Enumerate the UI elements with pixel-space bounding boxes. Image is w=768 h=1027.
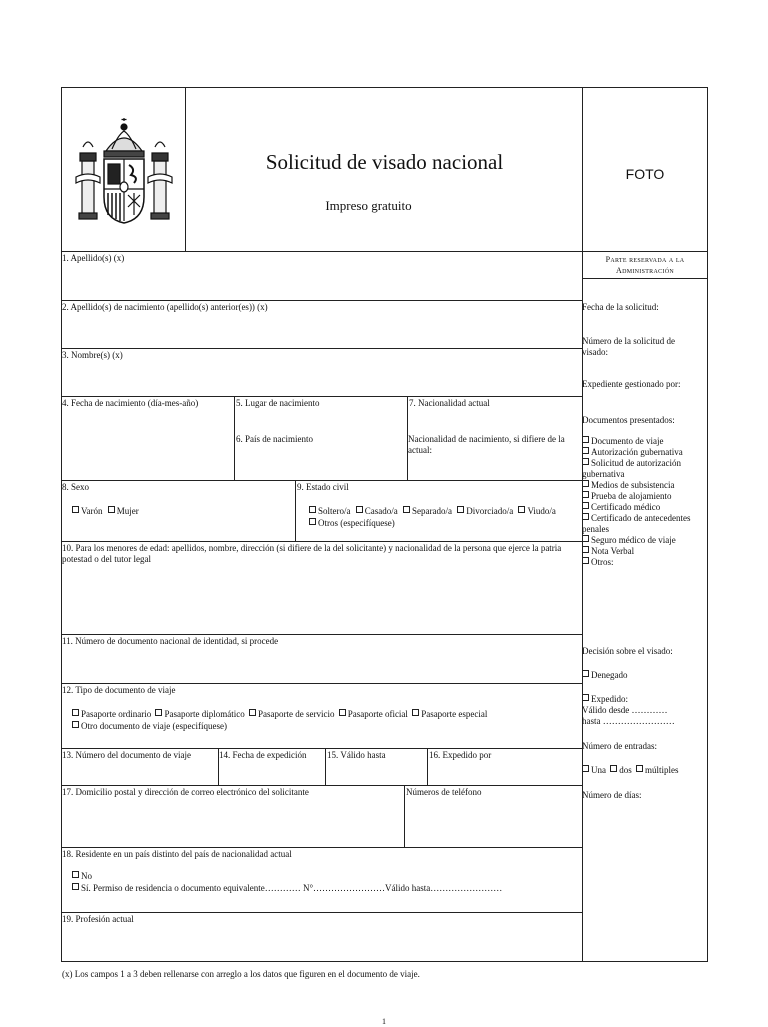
field-19-profession[interactable] [61, 912, 583, 962]
admin-decision-label: Decisión sobre el visado: [582, 646, 673, 656]
civil-option-single[interactable]: Soltero/a [309, 506, 351, 516]
field-1-surname[interactable] [61, 251, 583, 301]
admin-expediente: Expediente gestionado por: [582, 379, 681, 389]
civil-status-options [309, 505, 556, 517]
admin-docs-list [582, 436, 707, 568]
doc-option-ordinary[interactable]: Pasaporte ordinario [72, 709, 151, 719]
admin-title: Parte reservada a la Administración [605, 255, 685, 275]
doc-option-other[interactable]: Otro documento de viaje (especifíquese) [72, 720, 227, 732]
doc-check-means[interactable]: Medios de subsistencia [582, 480, 707, 491]
field-13-label: 13. Número del documento de viaje [62, 750, 191, 760]
field-5-label: 5. Lugar de nacimiento [236, 398, 320, 408]
form-subtitle: Impreso gratuito [325, 198, 412, 213]
entries-one[interactable]: Una [582, 765, 606, 775]
field-11-label: 11. Número de documento nacional de identidad, si procede [62, 636, 279, 646]
admin-entries-options [582, 765, 707, 776]
civil-option-other[interactable]: Otros (especifíquese) [309, 517, 395, 529]
doc-option-diplomatic[interactable]: Pasaporte diplomático [155, 709, 244, 719]
photo-label: FOTO [625, 166, 665, 182]
field-4-label: 4. Fecha de nacimiento (día-mes-año) [62, 398, 199, 408]
field-3-label: 3. Nombre(s) (x) [62, 350, 123, 360]
sex-option-female[interactable]: Mujer [108, 506, 139, 516]
residence-option-no[interactable]: No [72, 870, 92, 882]
doc-check-lodging[interactable]: Prueba de alojamiento [582, 491, 707, 502]
doc-check-authorization[interactable]: Autorización gubernativa [582, 447, 707, 458]
doc-option-official[interactable]: Pasaporte oficial [339, 709, 408, 719]
admin-decision [582, 646, 707, 801]
civil-option-widowed[interactable]: Viudo/a [518, 506, 555, 516]
civil-option-married[interactable]: Casado/a [356, 506, 398, 516]
document-type-options [72, 708, 487, 720]
admin-body [582, 302, 707, 568]
doc-option-service[interactable]: Pasaporte de servicio [249, 709, 334, 719]
field-7-label: 7. Nacionalidad actual [409, 398, 490, 408]
field-6-label: 6. País de nacimiento [236, 434, 313, 444]
field-16-label: 16. Expedido por [429, 750, 492, 760]
decision-issued[interactable]: Expedido: [582, 694, 707, 705]
field-9-label: 9. Estado civil [297, 482, 349, 492]
field-15-label: 15. Válido hasta [327, 750, 386, 760]
form-title: Solicitud de visado nacional [265, 150, 504, 174]
doc-check-verbal-note[interactable]: Nota Verbal [582, 546, 707, 557]
field-17b-label: Números de teléfono [406, 787, 482, 797]
civil-option-separated[interactable]: Separado/a [403, 506, 452, 516]
field-19-label: 19. Profesión actual [62, 914, 134, 924]
admin-fecha: Fecha de la solicitud: [582, 302, 659, 312]
doc-check-insurance[interactable]: Seguro médico de viaje [582, 535, 707, 546]
field-2-label: 2. Apellido(s) de nacimiento (apellido(s) anterior(es)) (x) [62, 302, 268, 312]
decision-valid-until: hasta …………………… [582, 716, 675, 726]
admin-title-divider [582, 278, 708, 279]
field-8-label: 8. Sexo [62, 482, 89, 492]
field-10-label: 10. Para los menores de edad: apellidos, nombre, dirección (si difiere de la del solicitante) y nacionalidad de la persona que ejerce la patria potestad o del tutor legal [62, 543, 562, 564]
doc-check-other[interactable]: Otros: [582, 557, 707, 568]
civil-option-divorced[interactable]: Divorciado/a [457, 506, 513, 516]
sex-options [72, 505, 139, 517]
field-12-label: 12. Tipo de documento de viaje [62, 685, 176, 695]
decision-denied[interactable]: Denegado [582, 670, 707, 681]
admin-numero: Número de la solicitud de visado: [582, 336, 675, 357]
doc-check-medical[interactable]: Certificado médico [582, 502, 707, 513]
doc-check-travel[interactable]: Documento de viaje [582, 436, 707, 447]
coat-of-arms-icon [74, 117, 174, 229]
doc-check-record[interactable]: Certificado de antecedentes penales [582, 513, 691, 534]
field-14-label: 14. Fecha de expedición [219, 750, 307, 760]
doc-option-special[interactable]: Pasaporte especial [412, 709, 487, 719]
field-7b-label: Nacionalidad de nacimiento, si difiere de la actual: [408, 434, 565, 455]
admin-docs-title: Documentos presentados: [582, 415, 675, 425]
admin-days-label: Número de días: [582, 790, 642, 800]
footnote: (x) Los campos 1 a 3 deben rellenarse con arreglo a los datos que figuren en el documento de viaje. [62, 969, 420, 979]
residence-option-yes[interactable]: Sí. Permiso de residencia o documento equivalente………… N°……………………Válido hasta…………………… [72, 882, 502, 894]
entries-multiple[interactable]: múltiples [636, 765, 679, 775]
page-number: 1 [382, 1017, 386, 1026]
entries-two[interactable]: dos [610, 765, 632, 775]
field-17-label: 17. Domicilio postal y dirección de correo electrónico del solicitante [62, 787, 309, 797]
decision-valid-from: Válido desde ………… [582, 705, 668, 715]
doc-check-auth-request[interactable]: Solicitud de autorización gubernativa [582, 458, 681, 479]
admin-entries-label: Número de entradas: [582, 741, 657, 751]
sex-option-male[interactable]: Varón [72, 506, 103, 516]
field-18-label: 18. Residente en un país distinto del país de nacionalidad actual [62, 849, 292, 859]
field-1-label: 1. Apellido(s) (x) [62, 253, 125, 263]
field-3-name[interactable] [61, 348, 583, 397]
